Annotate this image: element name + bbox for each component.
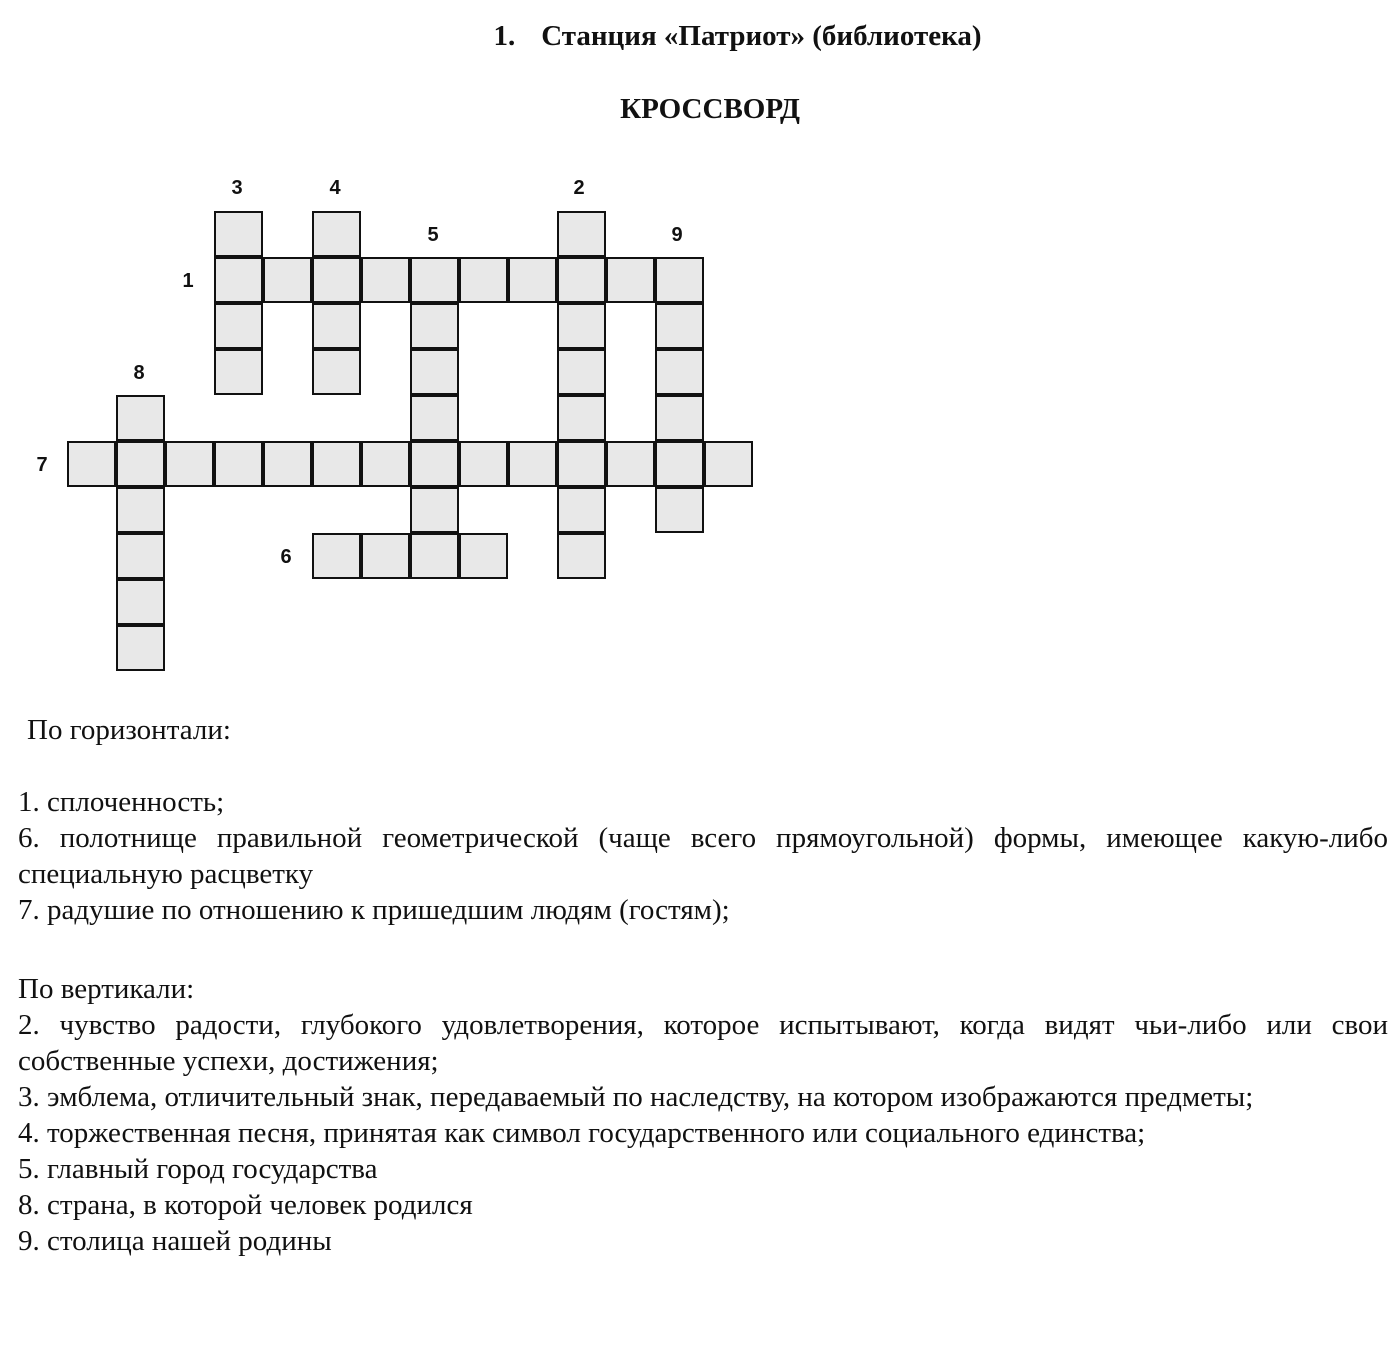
crossword-cell bbox=[67, 441, 116, 487]
clue-number-2: 2 bbox=[573, 177, 585, 199]
down-clue-4: 4. торжественная песня, принятая как символ государственного или социального единства; bbox=[18, 1117, 1146, 1149]
crossword-cell bbox=[655, 257, 704, 303]
clue-number-9: 9 bbox=[671, 224, 683, 246]
crossword-cell bbox=[606, 441, 655, 487]
crossword-cell bbox=[263, 441, 312, 487]
crossword-cell bbox=[214, 211, 263, 257]
crossword-cell bbox=[214, 257, 263, 303]
crossword-cell bbox=[655, 487, 704, 533]
down-clue-3: 3. эмблема, отличительный знак, передаваемый по наследству, на котором изображаются предметы; bbox=[18, 1081, 1254, 1113]
crossword-cell bbox=[655, 395, 704, 441]
clue-number-7: 7 bbox=[36, 454, 48, 476]
crossword-cell bbox=[557, 487, 606, 533]
down-heading: По вертикали: bbox=[18, 973, 195, 1005]
crossword-cell bbox=[508, 441, 557, 487]
crossword-cell bbox=[557, 533, 606, 579]
crossword-cell bbox=[655, 349, 704, 395]
crossword-cell bbox=[410, 257, 459, 303]
crossword-cell bbox=[214, 441, 263, 487]
down-clue-5: 5. главный город государства bbox=[18, 1153, 378, 1185]
crossword-cell bbox=[459, 441, 508, 487]
crossword-cell bbox=[116, 395, 165, 441]
clue-number-8: 8 bbox=[133, 362, 145, 384]
crossword-cell bbox=[410, 303, 459, 349]
crossword-cell bbox=[704, 441, 753, 487]
crossword-cell bbox=[606, 257, 655, 303]
crossword-cell bbox=[410, 533, 459, 579]
crossword-cell bbox=[655, 441, 704, 487]
crossword-cell bbox=[263, 257, 312, 303]
crossword-cell bbox=[361, 257, 410, 303]
station-name: Станция «Патриот» (библиотека) bbox=[541, 20, 982, 52]
crossword-cell bbox=[312, 441, 361, 487]
clue-number-5: 5 bbox=[427, 224, 439, 246]
crossword-cell bbox=[116, 579, 165, 625]
down-clues-section bbox=[18, 971, 1388, 1259]
crossword-cell bbox=[116, 533, 165, 579]
crossword-cell bbox=[557, 303, 606, 349]
crossword-title: КРОССВОРД bbox=[620, 93, 800, 125]
clue-number-3: 3 bbox=[231, 177, 243, 199]
crossword-cell bbox=[557, 211, 606, 257]
across-clue-1: 1. сплоченность; bbox=[18, 786, 225, 818]
crossword-cell bbox=[459, 257, 508, 303]
down-clue-9: 9. столица нашей родины bbox=[18, 1225, 332, 1257]
clue-number-4: 4 bbox=[329, 177, 341, 199]
crossword-cell bbox=[557, 441, 606, 487]
across-heading: По горизонтали: bbox=[27, 714, 231, 746]
crossword-cell bbox=[410, 395, 459, 441]
across-clue-7: 7. радушие по отношению к пришедшим людям (гостям); bbox=[18, 894, 730, 926]
crossword-cell bbox=[312, 349, 361, 395]
crossword-cell bbox=[459, 533, 508, 579]
clue-number-6: 6 bbox=[280, 546, 292, 568]
across-clues-section bbox=[18, 712, 1388, 928]
crossword-cell bbox=[312, 211, 361, 257]
crossword-cell bbox=[557, 257, 606, 303]
across-clue-6: 6. полотнище правильной геометрической (чаще всего прямоугольной) формы, имеющее какую-либо специальную расцветку bbox=[18, 822, 1388, 890]
crossword-cell bbox=[655, 303, 704, 349]
down-clue-8: 8. страна, в которой человек родился bbox=[18, 1189, 473, 1221]
crossword-cell bbox=[116, 487, 165, 533]
down-clue-2: 2. чувство радости, глубокого удовлетворения, которое испытывают, когда видят чьи-либо или свои собственные успехи, достижения; bbox=[18, 1009, 1388, 1077]
crossword-cell bbox=[312, 303, 361, 349]
clue-number-1: 1 bbox=[182, 270, 194, 292]
crossword-cell bbox=[214, 349, 263, 395]
crossword-cell bbox=[116, 625, 165, 671]
crossword-cell bbox=[214, 303, 263, 349]
station-number: 1. bbox=[493, 20, 516, 52]
crossword-cell bbox=[557, 395, 606, 441]
crossword-cell bbox=[165, 441, 214, 487]
crossword-cell bbox=[312, 257, 361, 303]
crossword-cell bbox=[410, 441, 459, 487]
crossword-cell bbox=[312, 533, 361, 579]
crossword-cell bbox=[508, 257, 557, 303]
crossword-cell bbox=[410, 487, 459, 533]
crossword-cell bbox=[557, 349, 606, 395]
crossword-cell bbox=[361, 533, 410, 579]
crossword-cell bbox=[116, 441, 165, 487]
crossword-cell bbox=[361, 441, 410, 487]
crossword-cell bbox=[410, 349, 459, 395]
